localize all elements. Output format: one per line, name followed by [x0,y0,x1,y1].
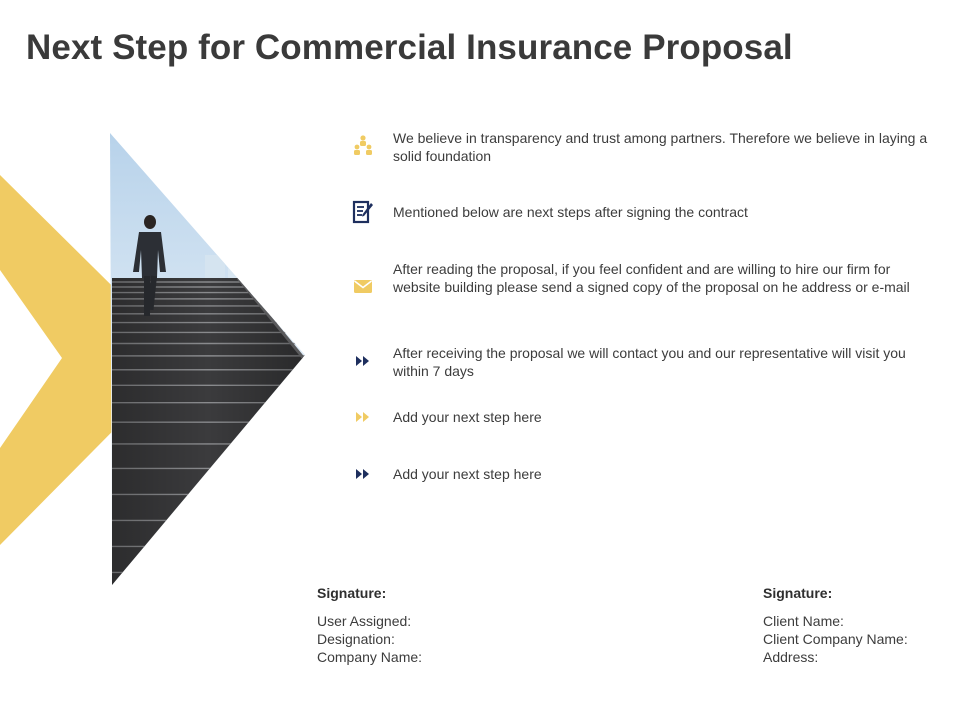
step-text: Mentioned below are next steps after signing the contract [393,204,748,220]
step-text: We believe in transparency and trust among partners. Therefore we believe in laying a solid foundation [393,130,928,164]
fast-forward-icon [351,462,375,486]
signature-block-right [763,584,908,666]
step-text: After reading the proposal, if you feel confident and are willing to hire our firm for website building please send a signed copy of the proposal on he address or e-mail [393,261,910,295]
step-text: Add your next step here [393,466,542,482]
signature-field: Address: [763,649,819,665]
fast-forward-icon [351,405,375,429]
steps-list [345,0,945,560]
signature-field: Company Name: [317,649,423,665]
team-hierarchy-icon [351,133,375,157]
signature-field: Designation: [317,631,395,647]
signature-heading: Signature: [763,585,833,601]
step-text: Add your next step here [393,409,542,425]
signature-field: User Assigned: [317,613,412,629]
hero-illustration [0,130,310,590]
signature-block-left [317,584,422,666]
envelope-icon [351,274,375,298]
staircase-photo [100,130,310,590]
contract-icon [351,200,375,224]
page-title: Next Step for Commercial Insurance Proposal [26,28,793,67]
signature-field: Client Company Name: [763,631,908,647]
signature-field: Client Name: [763,613,844,629]
fast-forward-icon [351,349,375,373]
signature-heading: Signature: [317,585,387,601]
step-text: After receiving the proposal we will contact you and our representative will visit you within 7 days [393,345,906,379]
